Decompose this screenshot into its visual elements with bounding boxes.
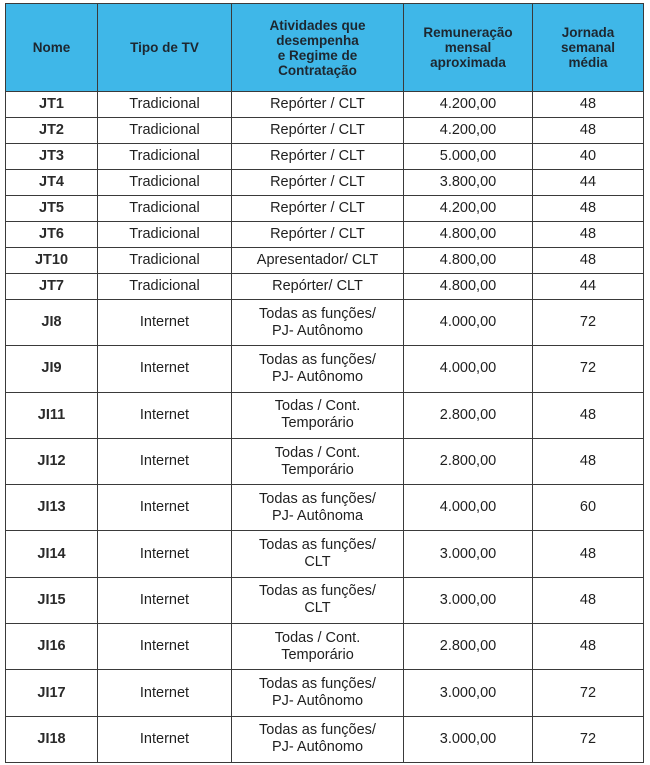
header-hours <box>533 4 644 92</box>
table-row <box>6 222 644 248</box>
table-row <box>6 577 644 623</box>
header-hours-line: semanal <box>560 40 616 55</box>
table-row <box>6 92 644 118</box>
cell-name: JI18 <box>6 716 98 762</box>
cell-activity-line: Temporário <box>281 415 354 432</box>
cell-tv-type: Internet <box>98 531 232 577</box>
cell-tv-type: Internet <box>98 670 232 716</box>
cell-salary: 4.000,00 <box>404 300 533 346</box>
cell-salary: 3.000,00 <box>404 716 533 762</box>
cell-name: JT4 <box>6 170 98 196</box>
table-row <box>6 716 644 762</box>
cell-activity <box>232 531 404 577</box>
cell-activity-line: Todas as funções/ <box>259 351 376 368</box>
cell-hours: 48 <box>533 248 644 274</box>
cell-hours: 72 <box>533 716 644 762</box>
cell-name: JI17 <box>6 670 98 716</box>
journalist-table <box>5 3 644 763</box>
journalist-table-container <box>5 3 644 763</box>
cell-activity <box>232 716 404 762</box>
header-hours-line: Jornada <box>561 25 615 40</box>
cell-activity <box>232 485 404 531</box>
header-salary-line: aproximada <box>430 55 506 70</box>
cell-name: JT10 <box>6 248 98 274</box>
cell-activity <box>232 577 404 623</box>
cell-hours: 72 <box>533 346 644 392</box>
header-name: Nome <box>6 4 98 92</box>
cell-salary: 3.800,00 <box>404 170 533 196</box>
cell-salary: 4.800,00 <box>404 274 533 300</box>
cell-name: JT2 <box>6 118 98 144</box>
cell-activity-line: Todas as funções/ <box>259 676 376 693</box>
cell-salary: 4.200,00 <box>404 118 533 144</box>
cell-activity-line: CLT <box>304 554 331 571</box>
cell-tv-type: Internet <box>98 716 232 762</box>
cell-salary: 2.800,00 <box>404 392 533 438</box>
cell-hours: 60 <box>533 485 644 531</box>
header-salary-line: mensal <box>444 40 492 55</box>
cell-tv-type: Tradicional <box>98 274 232 300</box>
cell-name: JT5 <box>6 196 98 222</box>
cell-hours: 48 <box>533 196 644 222</box>
table-row <box>6 670 644 716</box>
cell-salary: 3.000,00 <box>404 670 533 716</box>
cell-activity-line: Todas as funções/ <box>259 722 376 739</box>
cell-activity-line: Todas as funções/ <box>259 490 376 507</box>
cell-activity-line: PJ- Autônomo <box>271 368 364 385</box>
cell-activity-line: PJ- Autônoma <box>271 507 364 524</box>
cell-activity-line: Repórter / CLT <box>270 226 365 242</box>
cell-activity <box>232 670 404 716</box>
table-row <box>6 118 644 144</box>
cell-activity-line: Todas / Cont. <box>274 444 361 461</box>
table-body <box>6 92 644 763</box>
table-row <box>6 196 644 222</box>
cell-name: JI15 <box>6 577 98 623</box>
table-header <box>6 4 644 92</box>
cell-salary: 4.000,00 <box>404 346 533 392</box>
header-activities-line: Contratação <box>278 62 357 78</box>
cell-hours: 48 <box>533 118 644 144</box>
table-row <box>6 274 644 300</box>
cell-hours: 72 <box>533 670 644 716</box>
cell-activity-line: Todas as funções/ <box>259 537 376 554</box>
cell-activity-line: Temporário <box>281 461 354 478</box>
cell-activity-line: Todas / Cont. <box>274 398 361 415</box>
cell-activity-line: PJ- Autônomo <box>271 322 364 339</box>
cell-activity-line: Repórter / CLT <box>270 200 365 216</box>
cell-salary: 4.800,00 <box>404 222 533 248</box>
cell-activity-line: CLT <box>304 600 331 617</box>
cell-tv-type: Tradicional <box>98 196 232 222</box>
header-activities-line: Atividades que <box>269 17 366 33</box>
cell-tv-type: Internet <box>98 624 232 670</box>
cell-tv-type: Tradicional <box>98 222 232 248</box>
cell-activity-line: Repórter / CLT <box>270 96 365 112</box>
cell-salary: 4.200,00 <box>404 92 533 118</box>
cell-activity <box>232 170 404 196</box>
table-row <box>6 485 644 531</box>
cell-activity-line: Temporário <box>281 646 354 663</box>
cell-activity <box>232 346 404 392</box>
cell-hours: 44 <box>533 274 644 300</box>
cell-tv-type: Tradicional <box>98 118 232 144</box>
cell-activity <box>232 118 404 144</box>
cell-hours: 48 <box>533 531 644 577</box>
cell-hours: 48 <box>533 392 644 438</box>
cell-name: JT7 <box>6 274 98 300</box>
cell-name: JT6 <box>6 222 98 248</box>
cell-salary: 2.800,00 <box>404 624 533 670</box>
table-row <box>6 300 644 346</box>
cell-name: JI14 <box>6 531 98 577</box>
cell-salary: 2.800,00 <box>404 438 533 484</box>
cell-tv-type: Internet <box>98 392 232 438</box>
cell-activity-line: Todas / Cont. <box>274 629 361 646</box>
table-row <box>6 624 644 670</box>
header-activities <box>232 4 404 92</box>
cell-tv-type: Internet <box>98 300 232 346</box>
cell-tv-type: Internet <box>98 577 232 623</box>
cell-activity <box>232 196 404 222</box>
table-row <box>6 248 644 274</box>
cell-activity <box>232 144 404 170</box>
table-row <box>6 531 644 577</box>
table-row <box>6 144 644 170</box>
cell-activity-line: PJ- Autônomo <box>271 693 364 710</box>
cell-tv-type: Internet <box>98 346 232 392</box>
cell-name: JT1 <box>6 92 98 118</box>
cell-tv-type: Tradicional <box>98 144 232 170</box>
cell-activity <box>232 624 404 670</box>
cell-tv-type: Internet <box>98 485 232 531</box>
cell-salary: 3.000,00 <box>404 577 533 623</box>
header-salary-line: Remuneração <box>423 25 513 40</box>
cell-activity <box>232 92 404 118</box>
cell-activity-line: Repórter / CLT <box>270 148 365 164</box>
cell-tv-type: Tradicional <box>98 248 232 274</box>
cell-activity-line: Todas as funções/ <box>259 305 376 322</box>
cell-salary: 4.000,00 <box>404 485 533 531</box>
cell-activity-line: Repórter/ CLT <box>272 278 363 294</box>
cell-activity-line: Repórter / CLT <box>270 122 365 138</box>
cell-hours: 48 <box>533 577 644 623</box>
cell-salary: 5.000,00 <box>404 144 533 170</box>
cell-hours: 72 <box>533 300 644 346</box>
header-activities-line: e Regime de <box>277 47 358 63</box>
cell-name: JI13 <box>6 485 98 531</box>
cell-tv-type: Tradicional <box>98 92 232 118</box>
cell-name: JI9 <box>6 346 98 392</box>
cell-activity <box>232 248 404 274</box>
cell-name: JI12 <box>6 438 98 484</box>
cell-tv-type: Tradicional <box>98 170 232 196</box>
header-hours-line: média <box>568 55 608 70</box>
table-row <box>6 170 644 196</box>
header-tv-type: Tipo de TV <box>98 4 232 92</box>
header-activities-line: desempenha <box>276 32 359 48</box>
cell-salary: 3.000,00 <box>404 531 533 577</box>
cell-activity-line: PJ- Autônomo <box>271 739 364 756</box>
cell-hours: 48 <box>533 438 644 484</box>
cell-hours: 48 <box>533 92 644 118</box>
cell-hours: 48 <box>533 222 644 248</box>
cell-activity-line: Apresentador/ CLT <box>256 252 379 268</box>
header-row <box>6 4 644 92</box>
cell-activity <box>232 300 404 346</box>
cell-name: JI11 <box>6 392 98 438</box>
cell-tv-type: Internet <box>98 438 232 484</box>
cell-hours: 48 <box>533 624 644 670</box>
cell-activity <box>232 438 404 484</box>
cell-hours: 44 <box>533 170 644 196</box>
cell-activity-line: Repórter / CLT <box>270 174 365 190</box>
cell-activity-line: Todas as funções/ <box>259 583 376 600</box>
table-row <box>6 392 644 438</box>
header-salary <box>404 4 533 92</box>
table-row <box>6 438 644 484</box>
cell-activity <box>232 274 404 300</box>
table-row <box>6 346 644 392</box>
cell-name: JT3 <box>6 144 98 170</box>
cell-name: JI16 <box>6 624 98 670</box>
cell-name: JI8 <box>6 300 98 346</box>
cell-hours: 40 <box>533 144 644 170</box>
cell-activity <box>232 222 404 248</box>
cell-salary: 4.800,00 <box>404 248 533 274</box>
cell-salary: 4.200,00 <box>404 196 533 222</box>
cell-activity <box>232 392 404 438</box>
